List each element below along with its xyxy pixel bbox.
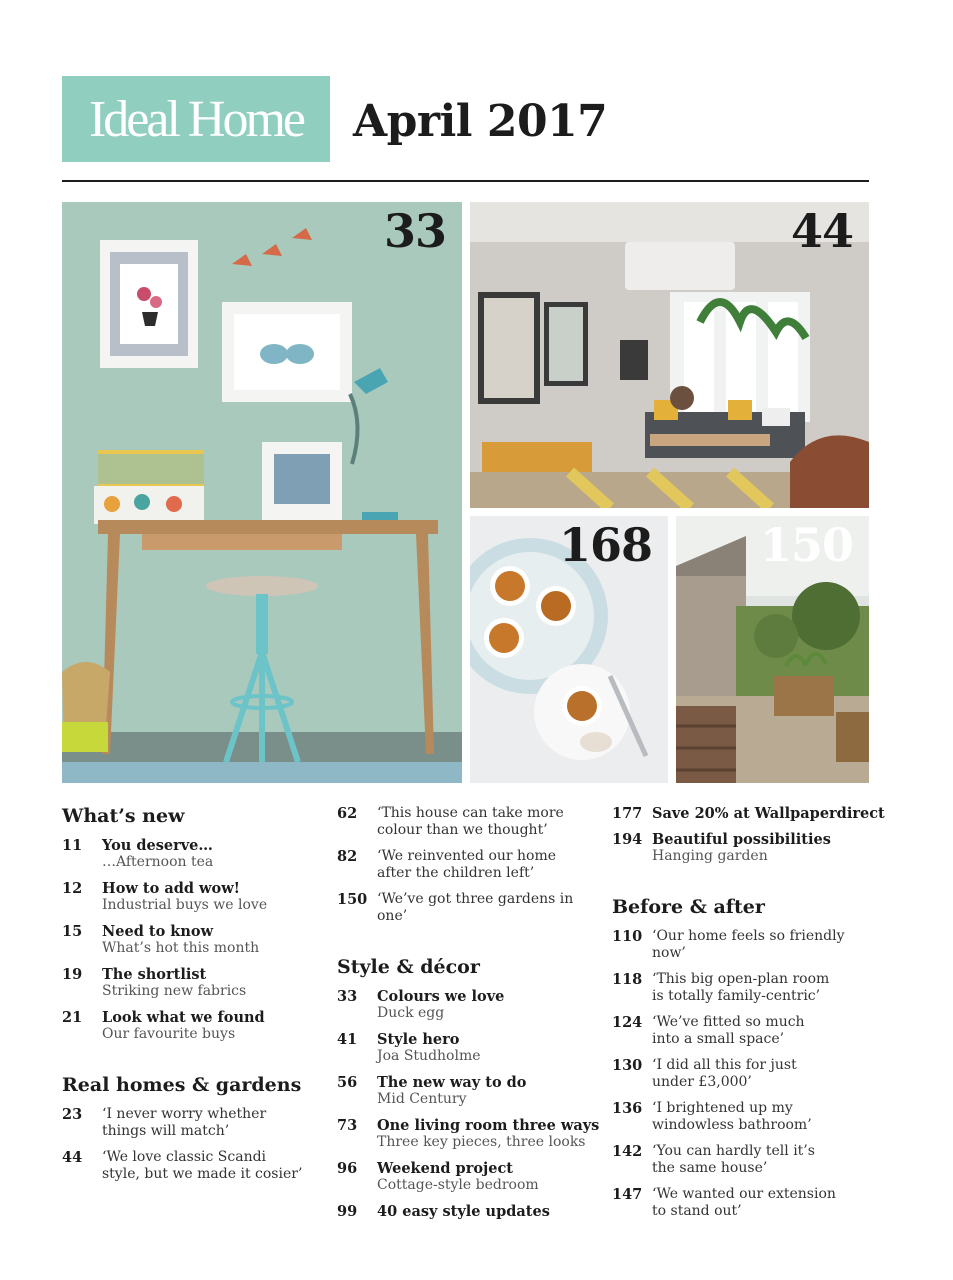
header-divider	[62, 180, 869, 182]
toc-entry[interactable]	[612, 1100, 882, 1134]
page-number: 110	[612, 928, 643, 945]
page-number: 118	[612, 971, 643, 988]
entry-quote: ‘Our home feels so friendly now’	[652, 928, 845, 961]
contents-column-3	[612, 805, 885, 1229]
page-number: 73	[337, 1117, 358, 1134]
page-number: 21	[62, 1009, 83, 1026]
entry-subtitle: Industrial buys we love	[102, 897, 268, 913]
entry-title: You deserve…	[102, 837, 213, 854]
toc-entry[interactable]	[337, 1074, 602, 1108]
toc-entry[interactable]	[62, 966, 327, 1000]
page-number-33: 33	[383, 204, 446, 258]
page-number: 96	[337, 1160, 358, 1177]
toc-entry[interactable]	[337, 1203, 602, 1220]
entry-subtitle: What’s hot this month	[102, 940, 260, 956]
toc-entry[interactable]	[62, 837, 327, 871]
page-number: 41	[337, 1031, 358, 1048]
ideal-home-logo	[62, 76, 330, 162]
entry-title: Colours we love	[377, 988, 505, 1005]
section-heading-style-decor: Style & décor	[337, 956, 480, 978]
toc-entry[interactable]	[337, 805, 602, 839]
page-number: 194	[612, 831, 643, 848]
entry-subtitle: Hanging garden	[652, 848, 768, 864]
entry-subtitle: Joa Studholme	[377, 1048, 481, 1064]
issue-title: April 2017	[353, 96, 608, 147]
toc-entry[interactable]	[62, 1106, 327, 1140]
entry-subtitle: Cottage-style bedroom	[377, 1177, 539, 1193]
toc-entry[interactable]	[337, 988, 602, 1022]
page-number: 177	[612, 805, 643, 822]
page-number: 124	[612, 1014, 643, 1031]
entry-title: Need to know	[102, 923, 214, 940]
entry-subtitle: …Afternoon tea	[102, 854, 214, 870]
toc-entry[interactable]	[62, 1009, 327, 1043]
toc-entry[interactable]	[612, 831, 882, 865]
photo-creme-brulee-168[interactable]	[470, 516, 668, 783]
page-number: 19	[62, 966, 83, 983]
contents-column-2	[337, 805, 602, 1229]
entry-quote: ‘I brightened up my windowless bathroom’	[652, 1100, 812, 1133]
entry-title: Look what we found	[102, 1009, 265, 1026]
entry-title: Style hero	[377, 1031, 460, 1048]
page-number: 99	[337, 1203, 358, 1220]
entry-subtitle: Striking new fabrics	[102, 983, 247, 999]
entry-title: The new way to do	[377, 1074, 527, 1091]
contents-column-1	[62, 805, 327, 1192]
toc-entry[interactable]	[612, 1057, 882, 1091]
toc-entry[interactable]	[337, 891, 602, 925]
entry-title: The shortlist	[102, 966, 207, 983]
page-number: 82	[337, 848, 358, 865]
page-number: 33	[337, 988, 358, 1005]
toc-entry[interactable]	[612, 1186, 882, 1220]
toc-entry[interactable]	[62, 1149, 327, 1183]
page-number-150: 150	[759, 518, 853, 572]
entry-quote: ‘We reinvented our home after the children left’	[377, 848, 557, 881]
page-number: 44	[62, 1149, 83, 1166]
desk-scene-illustration	[62, 202, 462, 783]
entry-quote: ‘I did all this for just under £3,000’	[652, 1057, 797, 1090]
page-number: 150	[337, 891, 368, 908]
page-number: 15	[62, 923, 83, 940]
toc-entry[interactable]	[62, 880, 327, 914]
section-heading-whats-new: What’s new	[62, 805, 185, 827]
entry-title: Beautiful possibilities	[652, 831, 831, 848]
entry-quote: ‘You can hardly tell it’s the same house’	[652, 1143, 815, 1176]
entry-quote: ‘We’ve got three gardens in one’	[377, 891, 574, 924]
toc-entry[interactable]	[612, 1143, 882, 1177]
page-number: 56	[337, 1074, 358, 1091]
entry-title: One living room three ways	[377, 1117, 600, 1134]
entry-quote: ‘We love classic Scandi style, but we made it cosier’	[102, 1149, 303, 1182]
entry-quote: ‘This house can take more colour than we thought’	[377, 805, 564, 838]
section-heading-real-homes: Real homes & gardens	[62, 1074, 302, 1096]
section-heading-before-after: Before & after	[612, 896, 765, 918]
page-number: 147	[612, 1186, 643, 1203]
page-number-168: 168	[558, 518, 652, 572]
photo-garden-150[interactable]	[676, 516, 869, 783]
entry-title: 40 easy style updates	[377, 1203, 550, 1220]
entry-subtitle: Duck egg	[377, 1005, 445, 1021]
toc-entry[interactable]	[337, 1160, 602, 1194]
page-number: 11	[62, 837, 83, 854]
photo-desk-33[interactable]	[62, 202, 462, 783]
page-number-44: 44	[790, 204, 853, 258]
entry-title: Save 20% at Wallpaperdirect	[652, 805, 885, 822]
toc-entry[interactable]	[62, 923, 327, 957]
entry-quote: ‘We’ve fitted so much into a small space’	[652, 1014, 805, 1047]
toc-entry[interactable]	[337, 848, 602, 882]
toc-entry[interactable]	[612, 928, 882, 962]
entry-title: Weekend project	[377, 1160, 514, 1177]
entry-quote: ‘I never worry whether things will match’	[102, 1106, 267, 1139]
page-number: 130	[612, 1057, 643, 1074]
photo-living-room-44[interactable]	[470, 202, 869, 508]
toc-entry[interactable]	[612, 805, 885, 822]
entry-subtitle: Three key pieces, three looks	[377, 1134, 586, 1150]
page-number: 136	[612, 1100, 643, 1117]
entry-subtitle: Our favourite buys	[102, 1026, 236, 1042]
toc-entry[interactable]	[612, 1014, 882, 1048]
toc-entry[interactable]	[337, 1031, 602, 1065]
page-number: 23	[62, 1106, 83, 1123]
entry-title: How to add wow!	[102, 880, 241, 897]
entry-quote: ‘We wanted our extension to stand out’	[652, 1186, 836, 1219]
page-number: 142	[612, 1143, 643, 1160]
page-number: 62	[337, 805, 358, 822]
entry-subtitle: Mid Century	[377, 1091, 467, 1107]
entry-quote: ‘This big open-plan room is totally family-centric’	[652, 971, 830, 1004]
toc-entry[interactable]	[612, 971, 882, 1005]
page-number: 12	[62, 880, 83, 897]
logo-text: Ideal Home	[88, 90, 303, 148]
toc-entry[interactable]	[337, 1117, 602, 1151]
